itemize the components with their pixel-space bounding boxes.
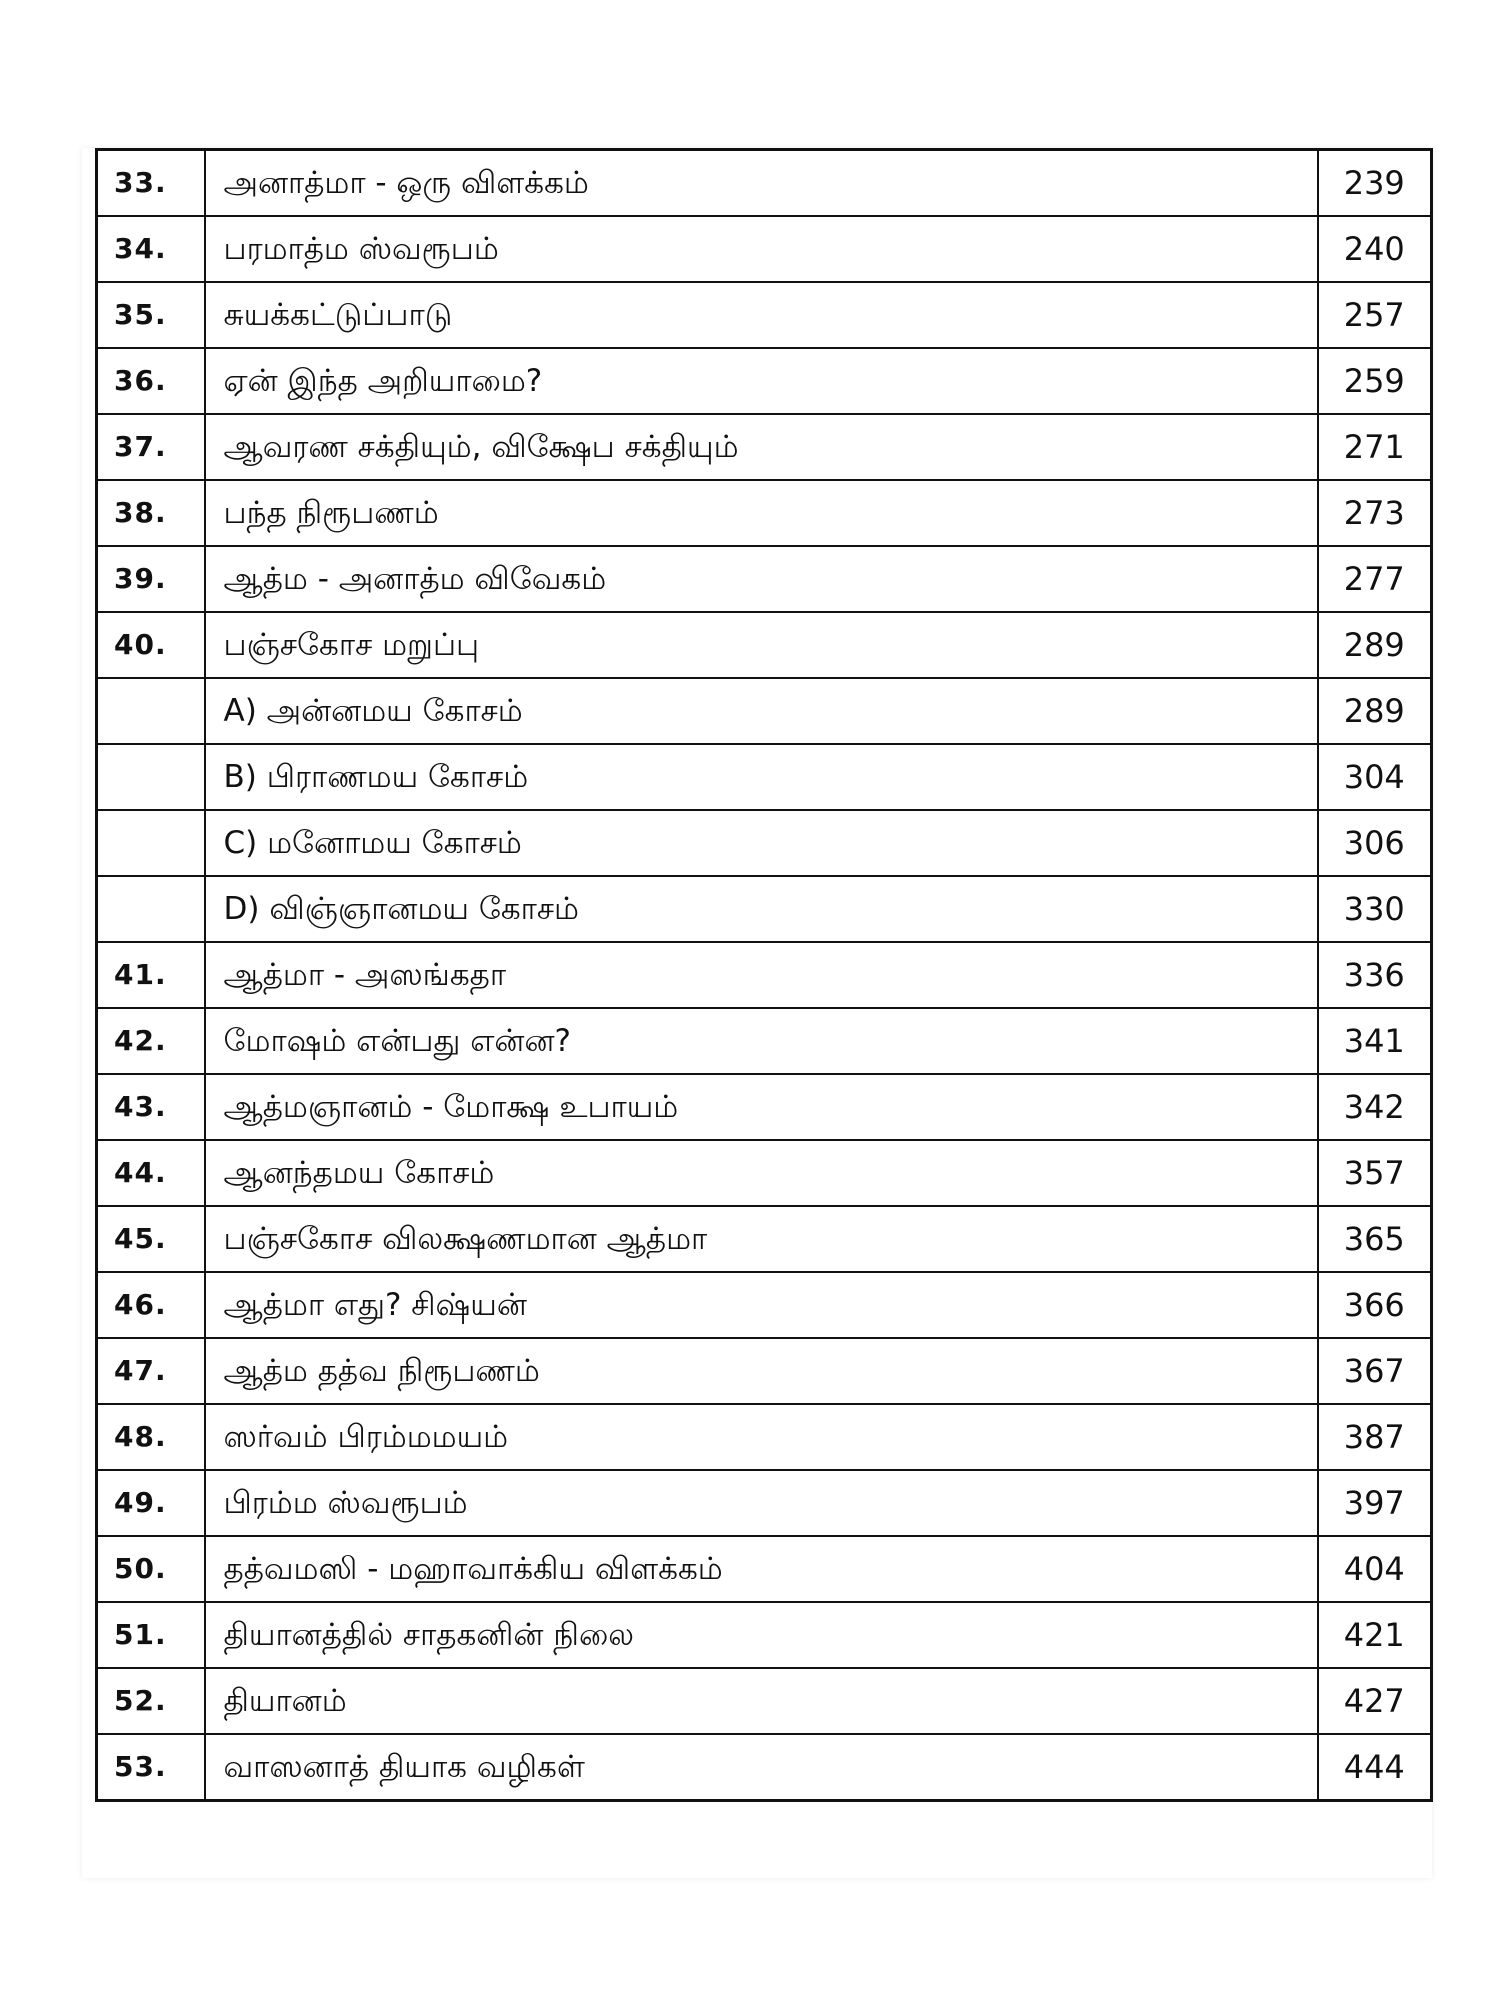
chapter-title: ஏன் இந்த அறியாமை? xyxy=(205,348,1318,414)
chapter-title: பஞ்சகோச விலக்ஷணமான ஆத்மா xyxy=(205,1206,1318,1272)
page-number: 306 xyxy=(1318,810,1432,876)
chapter-title: தியானம் xyxy=(205,1668,1318,1734)
table-row xyxy=(97,480,1432,546)
page-number: 357 xyxy=(1318,1140,1432,1206)
page-number: 427 xyxy=(1318,1668,1432,1734)
table-row xyxy=(97,414,1432,480)
table-row xyxy=(97,282,1432,348)
chapter-title: ஸர்வம் பிரம்மமயம் xyxy=(205,1404,1318,1470)
page-number: 240 xyxy=(1318,216,1432,282)
chapter-number: 35. xyxy=(97,282,205,348)
page-number: 273 xyxy=(1318,480,1432,546)
page-number: 366 xyxy=(1318,1272,1432,1338)
chapter-title: D) விஞ்ஞானமய கோசம் xyxy=(205,876,1318,942)
chapter-title: பரமாத்ம ஸ்வரூபம் xyxy=(205,216,1318,282)
chapter-title: மோஷம் என்பது என்ன? xyxy=(205,1008,1318,1074)
table-row xyxy=(97,1668,1432,1734)
page-number: 330 xyxy=(1318,876,1432,942)
table-row xyxy=(97,1536,1432,1602)
table-row xyxy=(97,216,1432,282)
chapter-title: A) அன்னமய கோசம் xyxy=(205,678,1318,744)
chapter-number xyxy=(97,810,205,876)
page-number: 341 xyxy=(1318,1008,1432,1074)
table-row xyxy=(97,150,1432,217)
chapter-title: ஆத்மா - அஸங்கதா xyxy=(205,942,1318,1008)
chapter-number: 34. xyxy=(97,216,205,282)
chapter-number: 37. xyxy=(97,414,205,480)
page-number: 257 xyxy=(1318,282,1432,348)
toc-body xyxy=(97,150,1432,1801)
chapter-title: ஆத்ம - அனாத்ம விவேகம் xyxy=(205,546,1318,612)
page-number: 421 xyxy=(1318,1602,1432,1668)
table-row xyxy=(97,1338,1432,1404)
page-number: 404 xyxy=(1318,1536,1432,1602)
page-number: 342 xyxy=(1318,1074,1432,1140)
chapter-number: 48. xyxy=(97,1404,205,1470)
chapter-number: 36. xyxy=(97,348,205,414)
chapter-number: 43. xyxy=(97,1074,205,1140)
page-number: 239 xyxy=(1318,150,1432,217)
table-row xyxy=(97,1470,1432,1536)
chapter-title: அனாத்மா - ஒரு விளக்கம் xyxy=(205,150,1318,217)
chapter-number xyxy=(97,744,205,810)
chapter-title: தத்வமஸி - மஹாவாக்கிய விளக்கம் xyxy=(205,1536,1318,1602)
chapter-number xyxy=(97,876,205,942)
chapter-number: 46. xyxy=(97,1272,205,1338)
table-row xyxy=(97,1008,1432,1074)
page-number: 289 xyxy=(1318,612,1432,678)
chapter-title: பிரம்ம ஸ்வரூபம் xyxy=(205,1470,1318,1536)
page-number: 367 xyxy=(1318,1338,1432,1404)
chapter-title: பந்த நிரூபணம் xyxy=(205,480,1318,546)
chapter-number: 41. xyxy=(97,942,205,1008)
chapter-title: B) பிராணமய கோசம் xyxy=(205,744,1318,810)
page-number: 259 xyxy=(1318,348,1432,414)
page-number: 289 xyxy=(1318,678,1432,744)
chapter-title: வாஸனாத் தியாக வழிகள் xyxy=(205,1734,1318,1801)
table-row xyxy=(97,612,1432,678)
chapter-number: 49. xyxy=(97,1470,205,1536)
chapter-number: 39. xyxy=(97,546,205,612)
table-row xyxy=(97,876,1432,942)
table-row xyxy=(97,1140,1432,1206)
chapter-title: ஆனந்தமய கோசம் xyxy=(205,1140,1318,1206)
table-row xyxy=(97,744,1432,810)
chapter-number: 33. xyxy=(97,150,205,217)
chapter-title: பஞ்சகோச மறுப்பு xyxy=(205,612,1318,678)
chapter-number: 51. xyxy=(97,1602,205,1668)
page-number: 277 xyxy=(1318,546,1432,612)
page-number: 271 xyxy=(1318,414,1432,480)
table-row xyxy=(97,678,1432,744)
page-number: 397 xyxy=(1318,1470,1432,1536)
chapter-title: ஆத்மா எது? சிஷ்யன் xyxy=(205,1272,1318,1338)
table-row xyxy=(97,1206,1432,1272)
chapter-number: 40. xyxy=(97,612,205,678)
chapter-title: C) மனோமய கோசம் xyxy=(205,810,1318,876)
chapter-number: 45. xyxy=(97,1206,205,1272)
chapter-title: ஆவரண சக்தியும், விக்ஷேப சக்தியும் xyxy=(205,414,1318,480)
chapter-number: 53. xyxy=(97,1734,205,1801)
chapter-title: ஆத்ம தத்வ நிரூபணம் xyxy=(205,1338,1318,1404)
chapter-number: 42. xyxy=(97,1008,205,1074)
table-row xyxy=(97,942,1432,1008)
chapter-number: 47. xyxy=(97,1338,205,1404)
table-of-contents xyxy=(95,148,1433,1802)
chapter-title: சுயக்கட்டுப்பாடு xyxy=(205,282,1318,348)
table-row xyxy=(97,810,1432,876)
page-number: 304 xyxy=(1318,744,1432,810)
page-number: 387 xyxy=(1318,1404,1432,1470)
page-number: 444 xyxy=(1318,1734,1432,1801)
chapter-title: தியானத்தில் சாதகனின் நிலை xyxy=(205,1602,1318,1668)
page-number: 365 xyxy=(1318,1206,1432,1272)
table-row xyxy=(97,1404,1432,1470)
chapter-number: 44. xyxy=(97,1140,205,1206)
table-row xyxy=(97,1074,1432,1140)
table-row xyxy=(97,546,1432,612)
chapter-number: 38. xyxy=(97,480,205,546)
table-row xyxy=(97,1272,1432,1338)
table-row xyxy=(97,1734,1432,1801)
chapter-number: 50. xyxy=(97,1536,205,1602)
table-row xyxy=(97,348,1432,414)
chapter-number xyxy=(97,678,205,744)
chapter-number: 52. xyxy=(97,1668,205,1734)
chapter-title: ஆத்மஞானம் - மோக்ஷ உபாயம் xyxy=(205,1074,1318,1140)
page-number: 336 xyxy=(1318,942,1432,1008)
table-row xyxy=(97,1602,1432,1668)
